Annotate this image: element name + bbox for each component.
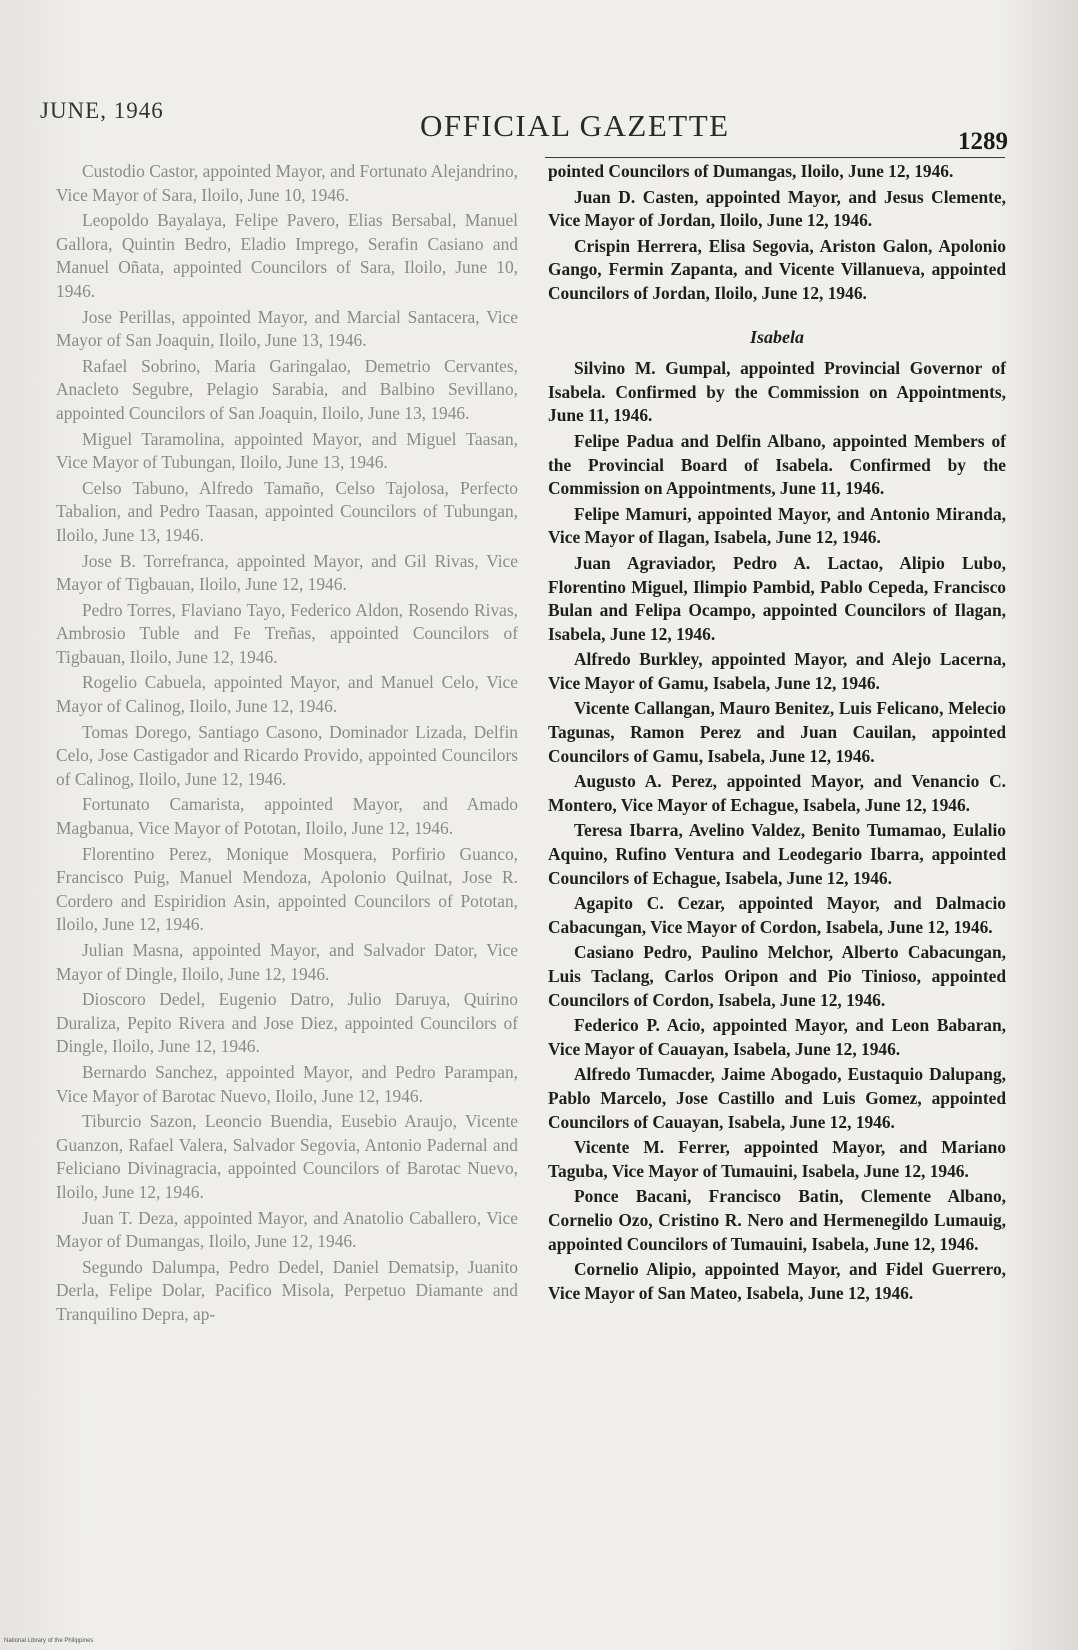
header-title: OFFICIAL GAZETTE xyxy=(420,108,730,143)
appointment-entry: Vicente Callangan, Mauro Benitez, Luis Felicano, Melecio Tagunas, Ramon Perez and Juan Cauilan, appointed Councilors of Gamu, Isabela, June 12, 1946. xyxy=(548,698,1006,766)
appointment-entry: Silvino M. Gumpal, appointed Provincial Governor of Isabela. Confirmed by the Commission on Appointments, June 11, 1946. xyxy=(548,358,1006,426)
appointment-entry: pointed Councilors of Dumangas, Iloilo, June 12, 1946. xyxy=(548,161,954,181)
appointment-entry: Felipe Padua and Delfin Albano, appointed Members of the Provincial Board of Isabela. Confirmed by the Commission on Appointments, June 11, 1946. xyxy=(548,430,1006,499)
appointment-entry: Rafael Sobrino, Maria Garingalao, Demetrio Cervantes, Anacleto Segubre, Pelagio Sarabia, and Balbino Sevillano, appointed Councilors of San Joaquin, Iloilo, June 13, 1946. xyxy=(56,355,518,423)
appointment-entry: Alfredo Burkley, appointed Mayor, and Alejo Lacerna, Vice Mayor of Gamu, Isabela, June 12, 1946. xyxy=(548,649,1006,693)
footer-credit: National Library of the Philippines xyxy=(4,1638,94,1644)
page-header xyxy=(40,80,1040,155)
appointment-entry: Miguel Taramolina, appointed Mayor, and Miguel Taasan, Vice Mayor of Tubungan, Iloilo, June 13, 1946. xyxy=(56,428,518,473)
appointment-entry: Augusto A. Perez, appointed Mayor, and Venancio C. Montero, Vice Mayor of Echague, Isabela, June 12, 1946. xyxy=(548,771,1006,815)
appointment-entry: Bernardo Sanchez, appointed Mayor, and Pedro Parampan, Vice Mayor of Barotac Nuevo, Iloilo, June 12, 1946. xyxy=(56,1061,518,1106)
appointment-entry: Dioscoro Dedel, Eugenio Datro, Julio Daruya, Quirino Duraliza, Pepito Rivera and Jose Diez, appointed Councilors of Dingle, Iloilo, June 12, 1946. xyxy=(56,989,518,1057)
appointment-entry: Juan D. Casten, appointed Mayor, and Jesus Clemente, Vice Mayor of Jordan, Iloilo, June 12, 1946. xyxy=(548,186,1006,231)
appointment-entry: Rogelio Cabuela, appointed Mayor, and Manuel Celo, Vice Mayor of Calinog, Iloilo, June 12, 1946. xyxy=(56,672,518,717)
appointment-entry: Tiburcio Sazon, Leoncio Buendia, Eusebio Araujo, Vicente Guanzon, Rafael Valera, Salvador Segovia, Antonio Padernal and Feliciano Divinagracia, appointed Councilors of Barotac Nuevo, Iloilo, June 12, 1946. xyxy=(56,1111,518,1202)
appointment-entry: Florentino Perez, Monique Mosquera, Porfirio Guanco, Francisco Puig, Manuel Mendoza, Apolonio Quilnat, Jose R. Cordero and Espiridion Asin, appointed Councilors of Pototan, Iloilo, June 12, 1946. xyxy=(56,843,518,935)
header-date: JUNE, 1946 xyxy=(40,98,164,123)
appointment-entry: Julian Masna, appointed Mayor, and Salvador Dator, Vice Mayor of Dingle, Iloilo, June 12, 1946. xyxy=(56,940,518,984)
section-heading-isabela: Isabela xyxy=(750,326,804,347)
appointment-entry: Agapito C. Cezar, appointed Mayor, and Dalmacio Cabacungan, Vice Mayor of Cordon, Isabela, June 12, 1946. xyxy=(548,893,1006,937)
appointment-entry: Teresa Ibarra, Avelino Valdez, Benito Tumamao, Eulalio Aquino, Rufino Ventura and Leodegario Ibarra, appointed Councilors of Echague, Isabela, June 12, 1946. xyxy=(548,820,1006,888)
appointment-entry: Cornelio Alipio, appointed Mayor, and Fidel Guerrero, Vice Mayor of San Mateo, Isabela, June 12, 1946. xyxy=(548,1259,1006,1303)
appointment-entry: Segundo Dalumpa, Pedro Dedel, Daniel Dematsip, Juanito Derla, Felipe Dolar, Pacifico Misola, Perpetuo Diamante and Tranquilino Depra, ap- xyxy=(56,1256,518,1324)
appointment-entry: Felipe Mamuri, appointed Mayor, and Antonio Miranda, Vice Mayor of Ilagan, Isabela, June 12, 1946. xyxy=(548,503,1006,548)
appointment-entry: Jose B. Torrefranca, appointed Mayor, and Gil Rivas, Vice Mayor of Tigbauan, Iloilo, June 12, 1946. xyxy=(56,550,518,595)
appointment-entry: Juan Agraviador, Pedro A. Lactao, Alipio Lubo, Florentino Miguel, Ilimpio Pambid, Pablo Cepeda, Francisco Bulan and Felipa Ocampo, appointed Councilors of Ilagan, Isabela, June 12, 1946. xyxy=(548,552,1006,644)
right-column-top xyxy=(548,160,1006,306)
appointment-entry: Tomas Dorego, Santiago Casono, Dominador Lizada, Delfin Celo, Jose Castigador and Ricardo Provido, appointed Councilors of Calinog, Iloilo, June 12, 1946. xyxy=(56,721,518,789)
right-column-bottom xyxy=(548,357,1006,1305)
appointment-entry: Juan T. Deza, appointed Mayor, and Anatolio Caballero, Vice Mayor of Dumangas, Iloilo, June 12, 1946. xyxy=(56,1207,518,1252)
appointment-entry: Pedro Torres, Flaviano Tayo, Federico Aldon, Rosendo Rivas, Ambrosio Tuble and Fe Treñas, appointed Councilors of Tigbauan, Iloilo, June 12, 1946. xyxy=(56,599,518,667)
appointment-entry: Leopoldo Bayalaya, Felipe Pavero, Elias Bersabal, Manuel Gallora, Quintin Bedro, Eladio Imprego, Serafin Casiano and Manuel Oñata, appointed Councilors of Sara, Iloilo, June 10, 1946. xyxy=(56,210,518,301)
appointment-entry: Alfredo Tumacder, Jaime Abogado, Eustaquio Dalupang, Pablo Marcelo, Jose Castillo and Luis Gomez, appointed Councilors of Cauayan, Isabela, June 12, 1946. xyxy=(548,1064,1006,1132)
header-rule xyxy=(545,157,1005,158)
appointment-entry: Celso Tabuno, Alfredo Tamaño, Celso Tajolosa, Perfecto Tabalion, and Pedro Taasan, appointed Councilors of Tubungan, Iloilo, June 13, 1946. xyxy=(56,477,518,545)
appointment-entry: Crispin Herrera, Elisa Segovia, Ariston Galon, Apolonio Gango, Fermin Zapanta, and Vicente Villanueva, appointed Councilors of Jordan, Iloilo, June 12, 1946. xyxy=(548,235,1006,303)
appointment-entry: Casiano Pedro, Paulino Melchor, Alberto Cabacungan, Luis Taclang, Carlos Oripon and Pio Tinioso, appointed Councilors of Cordon, Isabela, June 12, 1946. xyxy=(548,942,1006,1010)
page-number: 1289 xyxy=(958,128,1008,155)
appointment-entry: Jose Perillas, appointed Mayor, and Marcial Santacera, Vice Mayor of San Joaquin, Iloilo, June 13, 1946. xyxy=(56,306,518,351)
appointment-entry: Custodio Castor, appointed Mayor, and Fortunato Alejandrino, Vice Mayor of Sara, Iloilo, June 10, 1946. xyxy=(56,161,518,205)
appointment-entry: Vicente M. Ferrer, appointed Mayor, and Mariano Taguba, Vice Mayor of Tumauini, Isabela, June 12, 1946. xyxy=(548,1137,1006,1181)
appointment-entry: Fortunato Camarista, appointed Mayor, and Amado Magbanua, Vice Mayor of Pototan, Iloilo, June 12, 1946. xyxy=(56,794,518,839)
left-column xyxy=(56,160,518,1329)
appointment-entry: Ponce Bacani, Francisco Batin, Clemente Albano, Cornelio Ozo, Cristino R. Nero and Hermenegildo Lumauig, appointed Councilors of Tumauini, Isabela, June 12, 1946. xyxy=(548,1186,1006,1254)
right-column xyxy=(548,160,1006,1307)
appointment-entry: Federico P. Acio, appointed Mayor, and Leon Babaran, Vice Mayor of Cauayan, Isabela, June 12, 1946. xyxy=(548,1015,1006,1059)
